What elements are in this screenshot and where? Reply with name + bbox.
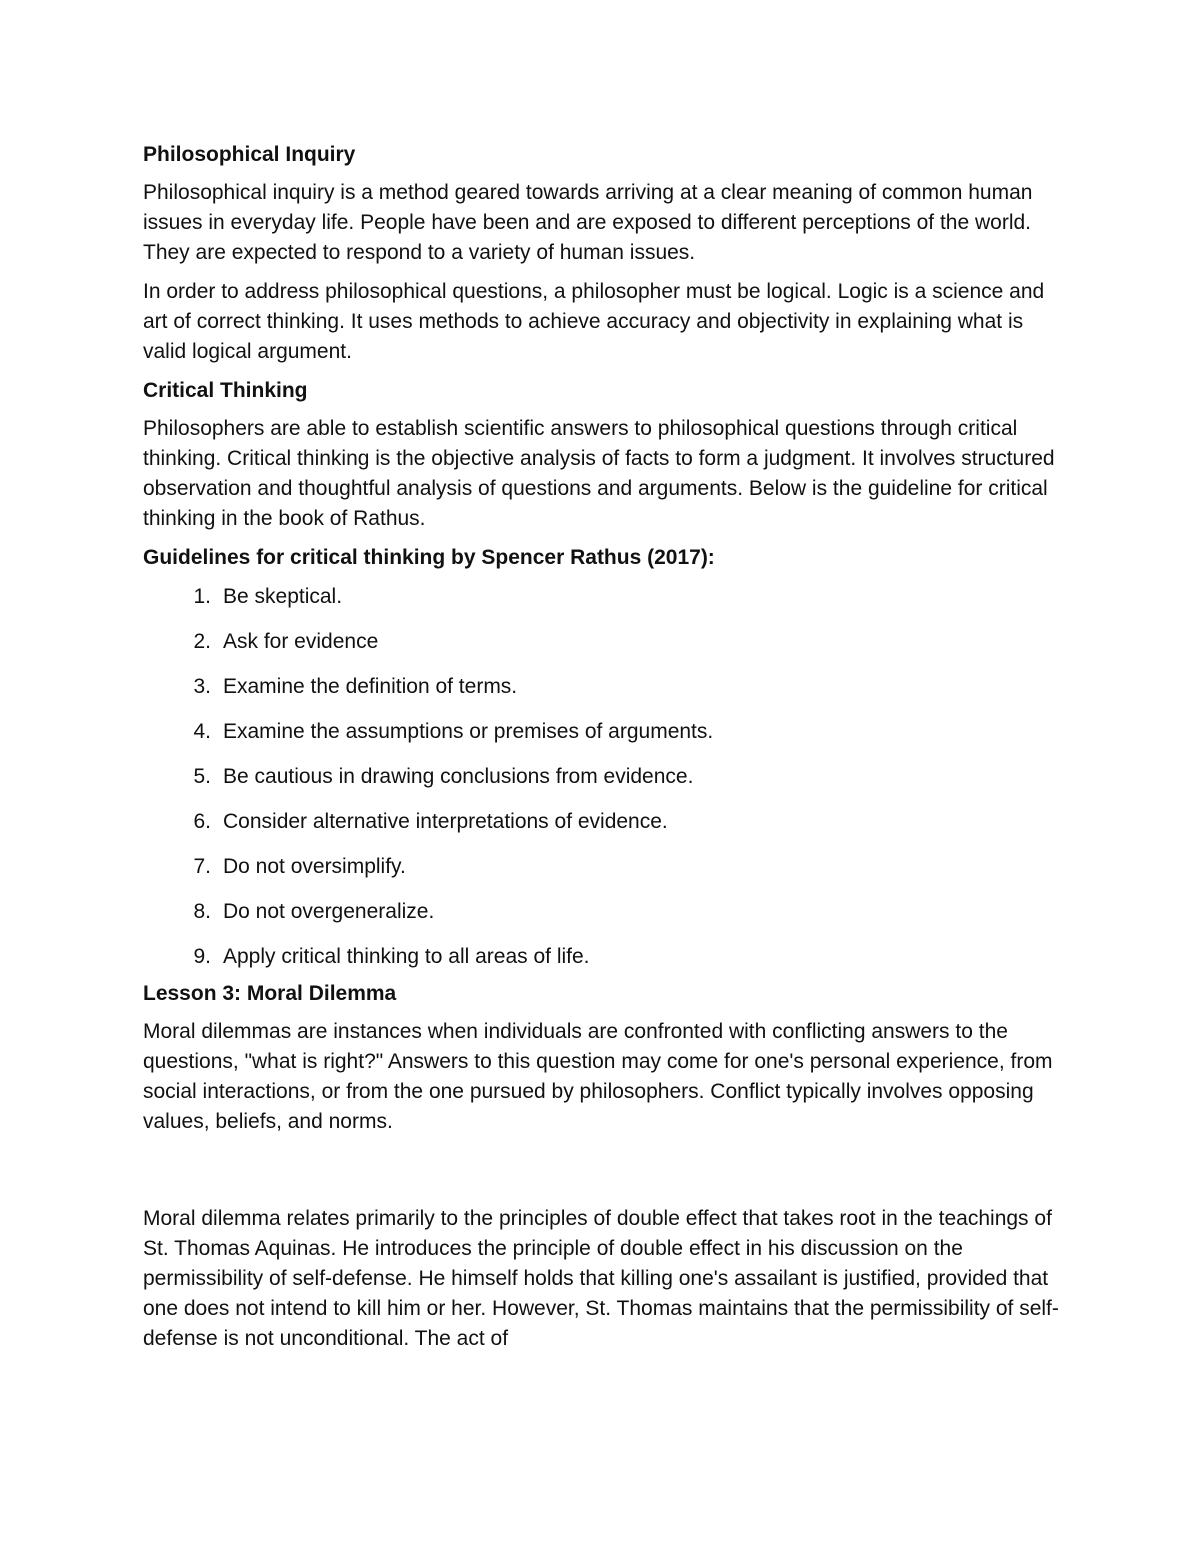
guidelines-list [143,582,1068,987]
list-item [143,672,1068,717]
list-item-text: Examine the assumptions or premises of arguments. [223,720,714,743]
list-item-text: Be cautious in drawing conclusions from evidence. [223,765,694,788]
paragraph-critical-thinking: Philosophers are able to establish scientific answers to philosophical questions through critical thinking. Critical thinking is the objective analysis of facts to form a judgment. It involves structured observation and thoughtful analysis of questions and arguments. Below is the guideline for critical thinking in the book of Rathus. [143,417,1055,530]
list-item [143,807,1068,852]
list-number: 8. [193,900,211,923]
list-item-text: Consider alternative interpretations of evidence. [223,810,668,833]
list-item [143,627,1068,672]
paragraph-philosophical-inquiry-1: Philosophical inquiry is a method geared towards arriving at a clear meaning of common human issues in everyday life. People have been and are exposed to different perceptions of the world. They are expected to respond to a variety of human issues. [143,181,1033,264]
list-item-text: Be skeptical. [223,585,343,608]
heading-critical-thinking: Critical Thinking [143,379,308,402]
blank-line [143,1146,1068,1204]
list-number: 5. [193,765,211,788]
heading-moral-dilemma: Lesson 3: Moral Dilemma [143,982,397,1005]
list-item [143,582,1068,627]
list-item-text: Do not overgeneralize. [223,900,435,923]
list-item-text: Do not oversimplify. [223,855,406,878]
document-page [143,140,1068,1363]
list-item-text: Apply critical thinking to all areas of life. [223,945,590,968]
list-number: 3. [193,675,211,698]
list-item [143,852,1068,897]
paragraph-philosophical-inquiry-2: In order to address philosophical questions, a philosopher must be logical. Logic is a science and art of correct thinking. It uses methods to achieve accuracy and objectivity in explaining what is valid logical argument. [143,280,1045,363]
list-item [143,897,1068,942]
list-number: 2. [193,630,211,653]
list-number: 4. [193,720,211,743]
list-item [143,762,1068,807]
heading-guidelines: Guidelines for critical thinking by Spencer Rathus (2017): [143,546,715,569]
list-item-text: Ask for evidence [223,630,379,653]
paragraph-moral-dilemma-1: Moral dilemmas are instances when individuals are confronted with conflicting answers to the questions, "what is right?" Answers to this question may come for one's personal experience, from social interactions, or from the one pursued by philosophers. Conflict typically involves opposing values, beliefs, and norms. [143,1020,1053,1133]
list-number: 1. [193,585,211,608]
list-number: 7. [193,855,211,878]
paragraph-moral-dilemma-2: Moral dilemma relates primarily to the principles of double effect that takes root in the teachings of St. Thomas Aquinas. He introduces the principle of double effect in his discussion on the permissibility of self-defense. He himself holds that killing one's assailant is justified, provided that one does not intend to kill him or her. However, St. Thomas maintains that the permissibility of self-defense is not unconditional. The act of [143,1207,1059,1350]
heading-philosophical-inquiry: Philosophical Inquiry [143,143,356,166]
list-item [143,717,1068,762]
list-number: 6. [193,810,211,833]
list-number: 9. [193,945,211,968]
list-item-text: Examine the definition of terms. [223,675,518,698]
